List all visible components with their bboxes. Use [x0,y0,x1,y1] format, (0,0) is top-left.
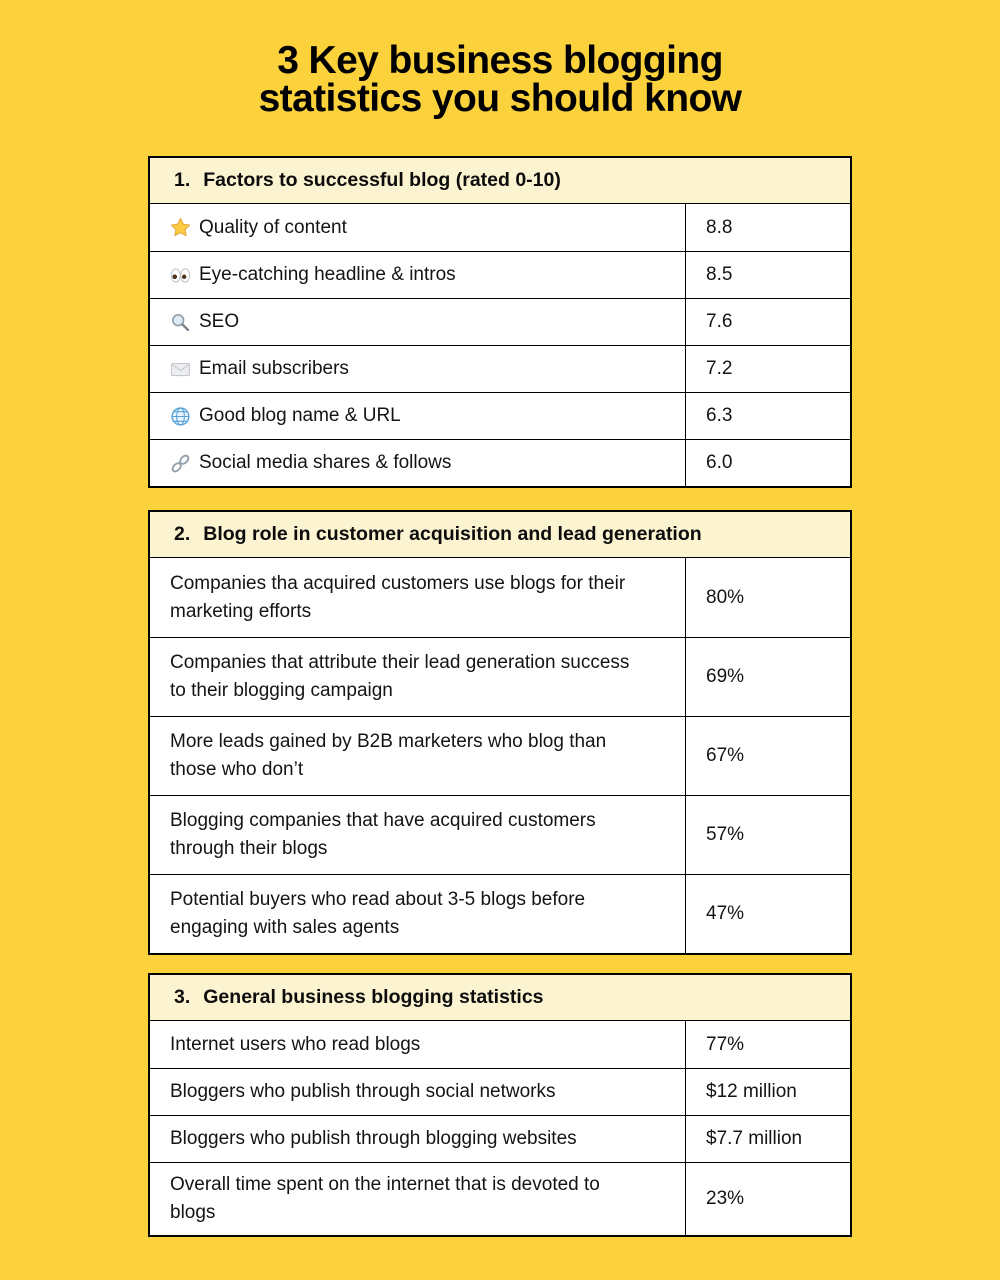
row-label-cell [150,440,685,486]
link-icon [170,453,191,474]
stat-table [148,156,852,488]
star-icon [170,217,191,238]
envelope-icon [170,359,191,380]
row-label-cell [150,393,685,439]
table-row [150,392,850,439]
row-label: Social media shares & follows [199,452,452,473]
row-label: Bloggers who publish through social networks [170,1081,556,1102]
table-row [150,637,850,716]
row-label-cell [150,204,685,251]
table-row [150,1162,850,1235]
table-row [150,558,850,637]
table-number: 3. [174,986,191,1008]
page-title-line2: statistics you should know [258,77,742,120]
row-value-cell [685,252,850,298]
row-value: 7.6 [706,311,733,332]
row-label-cell [150,1069,685,1115]
row-label: Overall time spent on the internet that is devoted to blogs [170,1174,600,1223]
row-value-cell [685,393,850,439]
row-label-cell [150,346,685,392]
row-label: Quality of content [199,216,347,238]
tables [148,156,852,1237]
row-value: 77% [706,1033,745,1055]
table-row [150,874,850,953]
row-label: Companies that attribute their lead generation success to their blogging campaign [170,652,630,701]
row-label-cell [150,558,685,637]
row-value-cell [685,717,850,795]
row-value: 57% [706,824,745,845]
table-row [150,1068,850,1115]
row-value-cell [685,638,850,716]
table-row [150,1021,850,1068]
row-value-cell [685,1021,850,1068]
row-label-cell [150,1116,685,1162]
row-label-cell [150,1163,685,1235]
table-body [150,204,850,486]
row-label: Good blog name & URL [199,405,401,426]
table-row [150,204,850,251]
row-label: Eye-catching headline & intros [199,264,456,285]
table-header [150,975,850,1021]
table-body [150,558,850,953]
page-title-line1: 3 Key business blogging [277,39,723,82]
row-label: Companies tha acquired customers use blogs for their marketing efforts [170,572,626,622]
table-row [150,795,850,874]
row-value: $7.7 million [706,1128,803,1149]
row-value-cell [685,1163,850,1235]
globe-icon [170,406,191,427]
table-row [150,345,850,392]
table-header [150,158,850,204]
table-body [150,1021,850,1235]
row-value: 6.3 [706,405,733,426]
row-value-cell [685,346,850,392]
row-label: Email subscribers [199,358,349,379]
page-title [0,0,1000,118]
row-value-cell [685,440,850,486]
row-label: Bloggers who publish through blogging websites [170,1128,577,1149]
eyes-icon [170,265,191,286]
row-value: 69% [706,666,745,687]
table-row [150,1115,850,1162]
row-value: 23% [706,1188,745,1209]
row-value-cell [685,796,850,874]
row-label-cell [150,1021,685,1068]
table-header [150,512,850,558]
table-row [150,716,850,795]
magnifying-glass-icon [170,312,191,333]
table-row [150,251,850,298]
table-row [150,439,850,486]
row-value: 47% [706,903,745,924]
row-value-cell [685,204,850,251]
row-value-cell [685,875,850,953]
row-value: 80% [706,586,745,608]
row-value-cell [685,299,850,345]
row-label: Blogging companies that have acquired customers through their blogs [170,810,596,859]
table-title: Blog role in customer acquisition and lead generation [203,523,702,545]
row-value: 67% [706,745,745,766]
stat-table [148,973,852,1237]
row-value: $12 million [706,1081,797,1102]
row-label: SEO [199,311,240,332]
stat-table [148,510,852,955]
row-value: 8.5 [706,264,733,285]
table-number: 1. [174,169,191,191]
table-title: Factors to successful blog (rated 0-10) [203,169,561,191]
row-value: 6.0 [706,452,733,473]
row-label: More leads gained by B2B marketers who blog than those who don’t [170,731,607,780]
row-label-cell [150,252,685,298]
table-row [150,298,850,345]
row-label-cell [150,299,685,345]
table-title: General business blogging statistics [203,986,544,1008]
row-label-cell [150,796,685,874]
row-label-cell [150,638,685,716]
table-number: 2. [174,523,191,545]
row-label-cell [150,875,685,953]
row-label-cell [150,717,685,795]
row-value-cell [685,558,850,637]
row-value-cell [685,1069,850,1115]
row-label: Internet users who read blogs [170,1033,421,1055]
row-value-cell [685,1116,850,1162]
row-value: 7.2 [706,358,733,379]
row-value: 8.8 [706,216,733,238]
row-label: Potential buyers who read about 3-5 blogs before engaging with sales agents [170,889,586,938]
